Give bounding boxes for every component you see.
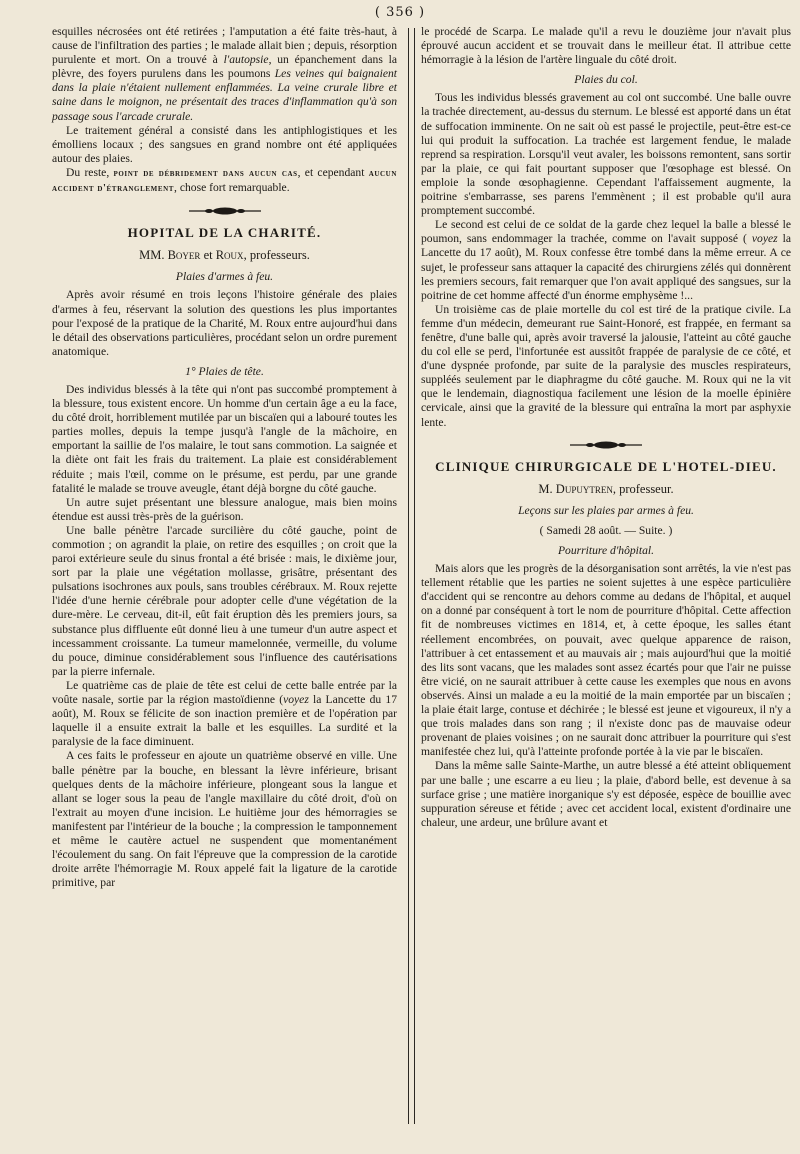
professors-line bbox=[52, 248, 397, 262]
ornament-divider bbox=[566, 440, 646, 450]
text-small-caps: aucun accident d'étranglement bbox=[52, 167, 397, 195]
paragraph: Le traitement général a consisté dans les antiphlogistiques et les émolliens locaux ; des sangsues en grand nombre ont été appliquées autour des plaies. bbox=[52, 123, 397, 165]
lesson-heading: Leçons sur les plaies par armes à feu. bbox=[518, 503, 694, 517]
paragraph bbox=[421, 218, 791, 303]
text: , un épanchement dans la plèvre, des foyers purulens dans les poumons bbox=[52, 53, 397, 81]
paragraph: le procédé de Scarpa. Le malade qu'il a revu le douzième jour n'avait plus éprouvé aucun accident et se trouvait dans le meilleur état. Il attribue cette hémorragie à la lésion de l'artère linguale du côté droit. bbox=[421, 25, 791, 67]
column-rule bbox=[408, 28, 415, 1124]
text: la Lancette du 17 août), M. Roux se félicite de son inaction première et de l'opération par laquelle il a ensuite extrait la balle et les esquilles. La surdité et la paralysie de la face diminuent. bbox=[52, 693, 397, 749]
subject-heading: Plaies d'armes à feu. bbox=[175, 270, 274, 284]
text-italic: l'autopsie bbox=[223, 53, 269, 67]
text: esquilles nécrosées ont été retirées ; l'amputation a été faite très-haut, à cause de l'infiltration des parties ; le malade allait bien ; depuis, résorption purulente et mort. On a trouvé à bbox=[52, 25, 397, 67]
text-italic: Les veines qui baignaient dans la plaie n'étaient nullement enflammées. La veine crurale libre et saine dans le moignon, ne présentait des traces d'inflammation qu'à son passage sous l'arcade crurale. bbox=[52, 67, 397, 123]
text: , professeurs. bbox=[243, 248, 310, 263]
paragraph: Après avoir résumé en trois leçons l'histoire générale des plaies d'armes à feu, réservant la solution des questions les plus importantes pour l'exposé de la pratique de la Charité, M. Roux entre aujourd'hui dans le détail des observations particulières, procédant selon un ordre purement anatomique. bbox=[52, 288, 397, 358]
professor-name: Boyer bbox=[167, 248, 201, 263]
text: Du reste, bbox=[66, 165, 114, 179]
section-heading: Pourriture d'hôpital. bbox=[557, 544, 655, 557]
paragraph: A ces faits le professeur en ajoute un quatrième observé en ville. Une balle pénètre par la bouche, en blessant la lèvre inférieure, brisant quelques dents de la mâchoire inférieure, plongeant sous la langue et allant se loger sous la peau de l'angle maxillaire du côté droit, d'où on l'extrait au moyen d'une incision. Le huitième jour des hémorragies se manifestent par l'intérieur de la bouche ; la compression le tamponnement et même le cautère actuel ne suspendent que momentanément l'écoulement du sang. On fait l'épreuve que la compression de la carotide droite arrête l'hémorragie M. Roux appelé fait la ligature de la carotide primitive, par bbox=[52, 749, 397, 890]
text: , et cependant bbox=[297, 165, 369, 179]
paragraph: Un autre sujet présentant une blessure analogue, mais bien moins étendue est aussi très-près de la guérison. bbox=[52, 495, 397, 523]
text-italic: voyez bbox=[751, 232, 778, 246]
paragraph: Tous les individus blessés gravement au col ont succombé. Une balle ouvre la trachée directement, au-dessus du sternum. Le blessé est apporté dans un état de suffocation imminente. On ne sait où est passé le projectile, peut-être est-ce lui qui produit la suffocation. La trachée est largement fendue, le malade reprend sa respiration. Lorsqu'il veut avaler, les boissons remontent, sans sortir par la plaie, ce qui fait pourtant supposer que l'œsophage est blessé. On emploie la sonde œsophagienne. Cependant l'affaissement augmente, la poitrine s'embarrasse, ses parens l'emmènent ; il est probable qu'il aura promptement succombé. bbox=[421, 91, 791, 218]
paragraph: Une balle pénètre l'arcade surcilière du côté gauche, point de commotion ; on agrandit la plaie, on retire des esquilles ; on croit que la paroi extérieure seule du sinus frontal a été brisée : mais, le dixième jour, sort par la plaie une végétation mollasse, grisâtre, présentant des pulsations isochrones aux pouls, sans troubles cérébraux. M. Roux rejette l'idée d'une hernie cérébrale pour adopter celle d'une végétation de la dure-mère. Le cerveau, dit-il, eût fait éruption dès les premiers jours, sa substance plus diffluente eût donné lieu à une tumeur d'un autre aspect et incessamment croissante. La tumeur mamelonnée, vermeille, du volume du pouce, diminue considérablement sous l'influence des cautérisations par la pierre infernale. bbox=[52, 523, 397, 678]
hospital-heading: HOPITAL DE LA CHARITÉ. bbox=[127, 225, 322, 241]
paragraph: Dans la même salle Sainte-Marthe, un autre blessé a été atteint obliquement par une balle ; une escarre a eu lieu ; la plaie, d'abord belle, est devenue à sa surface grise ; une matière inorganique s'y est déposée, espèce de bouillie avec suppuration séreuse et fétide ; avec cet accident local, existent d'ordinaire une chaleur, une ardeur, une brûlure avant et bbox=[421, 759, 791, 829]
text: , professeur. bbox=[612, 481, 674, 496]
text: Le quatrième cas de plaie de tête est celui de cette balle entrée par la voûte nasale, sortie par la région mastoïdienne ( bbox=[52, 678, 397, 707]
professor-line bbox=[421, 482, 791, 496]
date-line: ( Samedi 28 août. — Suite. ) bbox=[539, 523, 673, 537]
text: et bbox=[200, 248, 216, 263]
text: , chose fort remarquable. bbox=[174, 181, 290, 195]
section-heading: Plaies du col. bbox=[574, 73, 638, 87]
clinic-heading: CLINIQUE CHIRURGICALE DE L'HOTEL-DIEU. bbox=[435, 458, 777, 474]
paragraph bbox=[52, 679, 397, 749]
paragraph: Mais alors que les progrès de la désorganisation sont arrêtés, la vie n'est pas tellement rétablie que les parties ne soient sujettes à une espèce particulière d'accident qui se rencontre au dehors comme au dedans de l'hôpital, et auquel on a donné par conséquent à tort le nom de pourriture d'hôpital. Cette affection fit de nombreuses victimes en 1814, et, à cette époque, les salles étant réellement encombrées, on pouvait, avec quelque apparence de raison, l'attribuer à cet entassement et au mauvais air ; mais aujourd'hui que la moitié des lits sont vacans, que les malades sont assez écartés pour que l'air ne puisse être vicié, on ne saurait attribuer à cette cause les exemples que nous en avons observés. Ainsi un malade a eu la moitié de la main emportée par un biscaïen ; la plaie était large, contuse et déchirée ; le blessé est jeune et vigoureux, il n'y a que trois malades dans son rang ; il n'existe donc pas de mauvaise odeur provenant de plaies voisines ; on ne saurait donc attribuer la pourriture qui s'est manifestée chez lui, qu'à l'atteinte profonde portée à la vie par le biscaïen. bbox=[421, 562, 791, 759]
professor-name: Dupuytren bbox=[555, 481, 613, 496]
paragraph bbox=[52, 25, 397, 124]
paragraph: Un troisième cas de plaie mortelle du col est tiré de la pratique civile. La femme d'un médecin, demeurant rue Saint-Honoré, est frappée, en fermant sa fenêtre, d'une balle qui, après avoir traversé la jalousie, l'atteint au côté gauche du col elle se perd, l'infortunée est aussitôt frappée de paralysie de ce côté, et d'une dyspnée profonde, par suite de la paralysie des muscles respirateurs, suppléés seulement par le diaphragme du côté gauche. M. Roux qui ne la vit que le lendemain, diagnostiqua facilement une lésion de la moelle épinière cervicale, ainsi que la gravité de la blessure qui entraîna la mort par asphyxie lente. bbox=[421, 302, 791, 429]
professor-name: Roux bbox=[215, 248, 244, 263]
text: la Lancette du 17 août), M. Roux confesse être tombé dans la même erreur. A ce sujet, le professeur sans attaquer la capacité des chirurgiens zélés qui donnèrent les premiers secours, fait remarquer que l'on avait appliqué des sangsues, sur la poitrine de cet homme affecté d'un énorme emphysème !... bbox=[421, 232, 791, 302]
ornament-divider bbox=[185, 206, 265, 216]
right-column bbox=[421, 25, 791, 830]
text: M. bbox=[538, 481, 556, 496]
paragraph bbox=[52, 166, 397, 196]
section-heading: 1° Plaies de tête. bbox=[185, 364, 264, 378]
paragraph: Des individus blessés à la tête qui n'ont pas succombé promptement à la blessure, tous existent encore. Un homme d'un certain âge a eu la face, du côté droit, horriblement mutilée par un biscaïen qui a labouré toutes les parties molles, depuis la tempe jusqu'à l'angle de la mâchoire, en emportant la saillie de l'os malaire, le tout sans commotion. La saignée et la diète ont fait les frais du traitement. La plaie est considérablement réduite ; mais l'œil, comme on le présume, est perdu, par une grande fatalité le malade se trouve aveugle, étant déjà borgne du côté gauche. bbox=[52, 382, 397, 495]
text: Le second est celui de ce soldat de la garde chez lequel la balle a blessé le poumon, sans endommager la trachée, comme on l'avait supposé ( bbox=[421, 218, 791, 246]
page-number: ( 356 ) bbox=[374, 5, 426, 20]
text-small-caps: point de débridement dans aucun cas bbox=[113, 167, 298, 179]
text-italic: voyez bbox=[283, 693, 309, 707]
text: MM. bbox=[139, 248, 168, 263]
left-column bbox=[52, 25, 397, 890]
